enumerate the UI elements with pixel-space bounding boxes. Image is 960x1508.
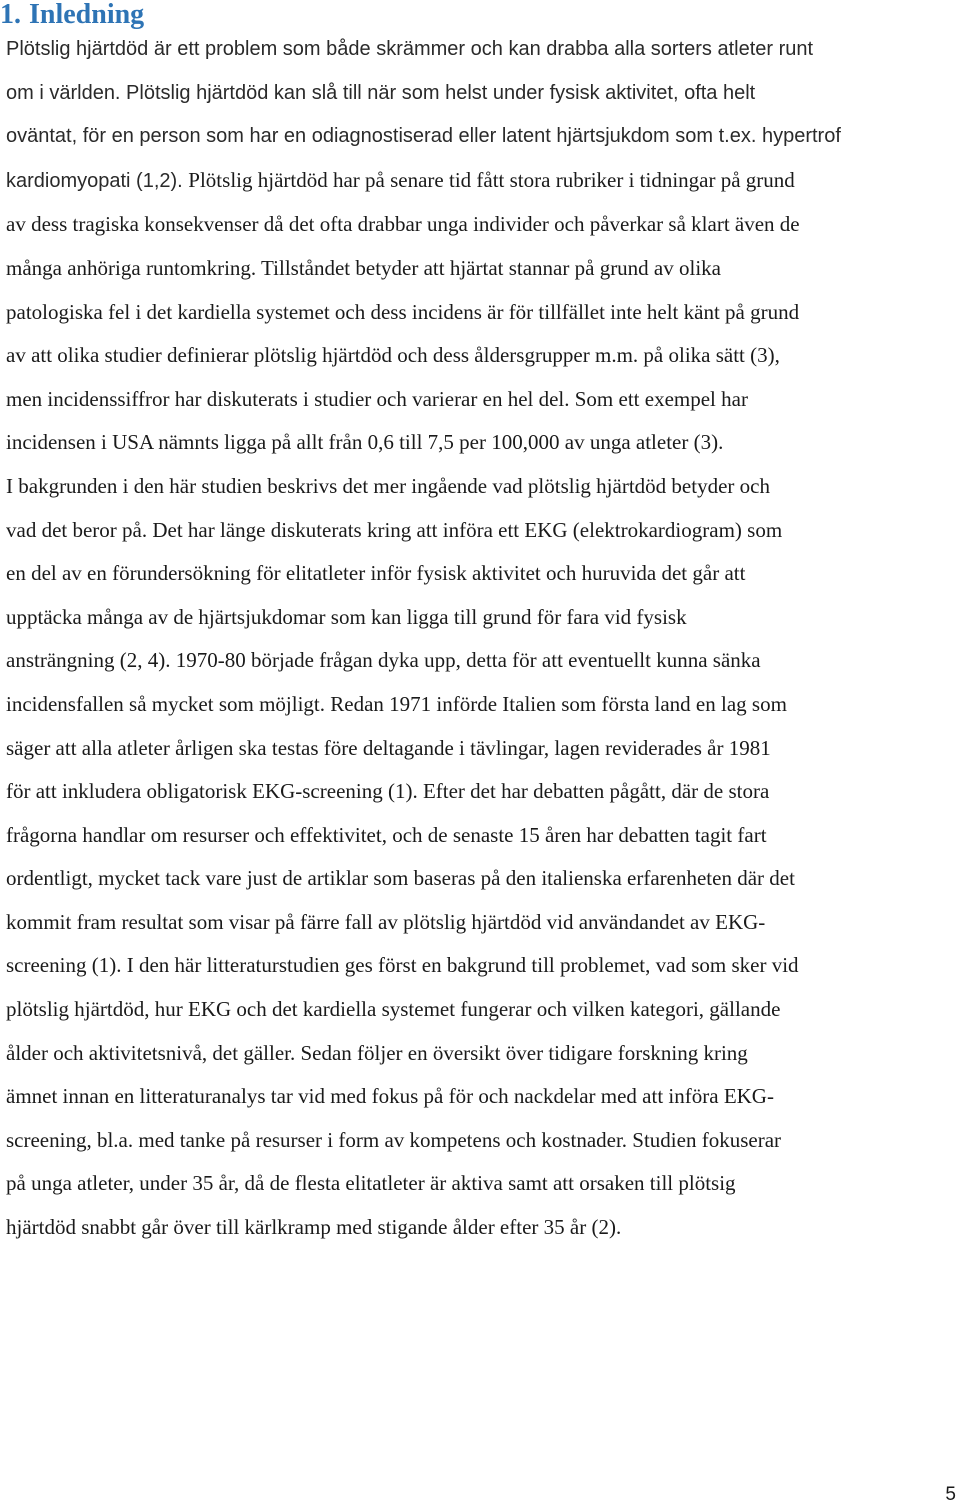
text-segment: säger att alla atleter årligen ska testas före deltagande i tävlingar, lagen reviderades år 1981 <box>6 735 771 760</box>
text-line <box>6 596 958 640</box>
text-segment: ordentligt, mycket tack vare just de artiklar som baseras på den italienska erfarenheten där det <box>6 866 795 891</box>
text-segment: screening (1). I den här litteraturstudien ges först en bakgrund till problemet, vad som sker vid <box>6 953 799 978</box>
text-line <box>6 814 958 858</box>
text-segment: kardiomyopati (1,2). <box>6 169 189 192</box>
text-segment: incidensfallen så mycket som möjligt. Redan 1971 införde Italien som första land en lag som <box>6 691 787 716</box>
text-segment: Plötslig hjärtdöd är ett problem som både skrämmer och kan drabba alla sorters atleter runt <box>6 38 814 60</box>
text-line <box>6 334 958 378</box>
text-segment: vad det beror på. Det har länge diskuterats kring att införa ett EKG (elektrokardiogram) som <box>6 517 783 542</box>
text-segment: plötslig hjärtdöd, hur EKG och det kardiella systemet fungerar och vilken kategori, gällande <box>6 997 781 1022</box>
section-number: 1. <box>0 0 21 30</box>
text-segment: screening, bl.a. med tanke på resurser i form av kompetens och kostnader. Studien fokuserar <box>6 1127 782 1152</box>
text-line <box>6 901 958 945</box>
text-segment: incidensen i USA nämnts ligga på allt från 0,6 till 7,5 per 100,000 av unga atleter (3). <box>6 430 724 455</box>
text-segment: om i världen. Plötslig hjärtdöd kan slå till när som helst under fysisk aktivitet, ofta helt <box>6 81 756 104</box>
section-title: Inledning <box>29 0 145 30</box>
text-line <box>6 639 958 683</box>
text-line <box>6 1075 958 1119</box>
text-line <box>6 857 958 901</box>
text-line <box>6 378 958 422</box>
text-line <box>6 1119 958 1163</box>
text-segment: frågorna handlar om resurser och effektivitet, och de senaste 15 åren har debatten tagit fart <box>6 822 767 847</box>
text-segment: patologiska fel i det kardiella systemet och dess incidens är för tillfället inte helt känt på grund <box>6 299 800 324</box>
text-segment: hjärtdöd snabbt går över till kärlkramp med stigande ålder efter 35 år (2). <box>6 1215 622 1240</box>
text-line <box>6 247 958 291</box>
text-segment: ålder och aktivitetsnivå, det gäller. Sedan följer en översikt över tidigare forskning kring <box>6 1040 748 1065</box>
text-segment: kommit fram resultat som visar på färre fall av plötslig hjärtdöd vid användandet av EKG- <box>6 909 766 934</box>
text-line <box>6 72 958 116</box>
text-line <box>6 1206 958 1250</box>
text-line <box>6 727 958 771</box>
text-line <box>6 1162 958 1206</box>
text-line <box>6 509 958 553</box>
text-line <box>6 552 958 596</box>
text-line <box>6 291 958 335</box>
text-segment: I bakgrunden i den här studien beskrivs det mer ingående vad plötslig hjärtdöd betyder och <box>6 473 770 498</box>
text-line <box>6 988 958 1032</box>
text-segment: många anhöriga runtomkring. Tillståndet betyder att hjärtat stannar på grund av olika <box>6 255 721 280</box>
page-number: 5 <box>945 1484 956 1505</box>
text-line <box>6 465 958 509</box>
body-paragraph <box>6 28 958 1250</box>
text-line <box>6 421 958 465</box>
text-line <box>6 115 958 159</box>
text-segment: upptäcka många av de hjärtsjukdomar som kan ligga till grund för fara vid fysisk <box>6 604 687 629</box>
text-segment: oväntat, för en person som har en odiagnostiserad eller latent hjärtsjukdom som t.ex. hypertrof <box>6 125 841 148</box>
text-line <box>6 770 958 814</box>
text-segment: Plötslig hjärtdöd har på senare tid fått stora rubriker i tidningar på grund <box>188 167 795 192</box>
text-segment: ämnet innan en litteraturanalys tar vid med fokus på för och nackdelar med att införa EKG- <box>6 1084 774 1109</box>
text-segment: på unga atleter, under 35 år, då de flesta elitatleter är aktiva samt att orsaken till plötsig <box>6 1171 736 1196</box>
text-line <box>6 1032 958 1076</box>
text-line <box>6 28 958 72</box>
text-line <box>6 944 958 988</box>
text-segment: för att inkludera obligatorisk EKG-screening (1). Efter det har debatten pågått, där de stora <box>6 779 770 804</box>
text-segment: av dess tragiska konsekvenser då det ofta drabbar unga individer och påverkar så klart även de <box>6 212 800 237</box>
text-segment: men incidenssiffror har diskuterats i studier och varierar en hel del. Som ett exempel har <box>6 386 748 411</box>
text-line <box>6 683 958 727</box>
text-line <box>6 203 958 247</box>
text-segment: ansträngning (2, 4). 1970-80 började frågan dyka upp, detta för att eventuellt kunna sänka <box>6 648 761 673</box>
section-heading <box>0 0 144 30</box>
text-line <box>6 159 958 204</box>
text-segment: en del av en förundersökning för elitatleter inför fysisk aktivitet och huruvida det går att <box>6 561 746 586</box>
text-segment: av att olika studier definierar plötslig hjärtdöd och dess åldersgrupper m.m. på olika sätt (3), <box>6 343 780 368</box>
